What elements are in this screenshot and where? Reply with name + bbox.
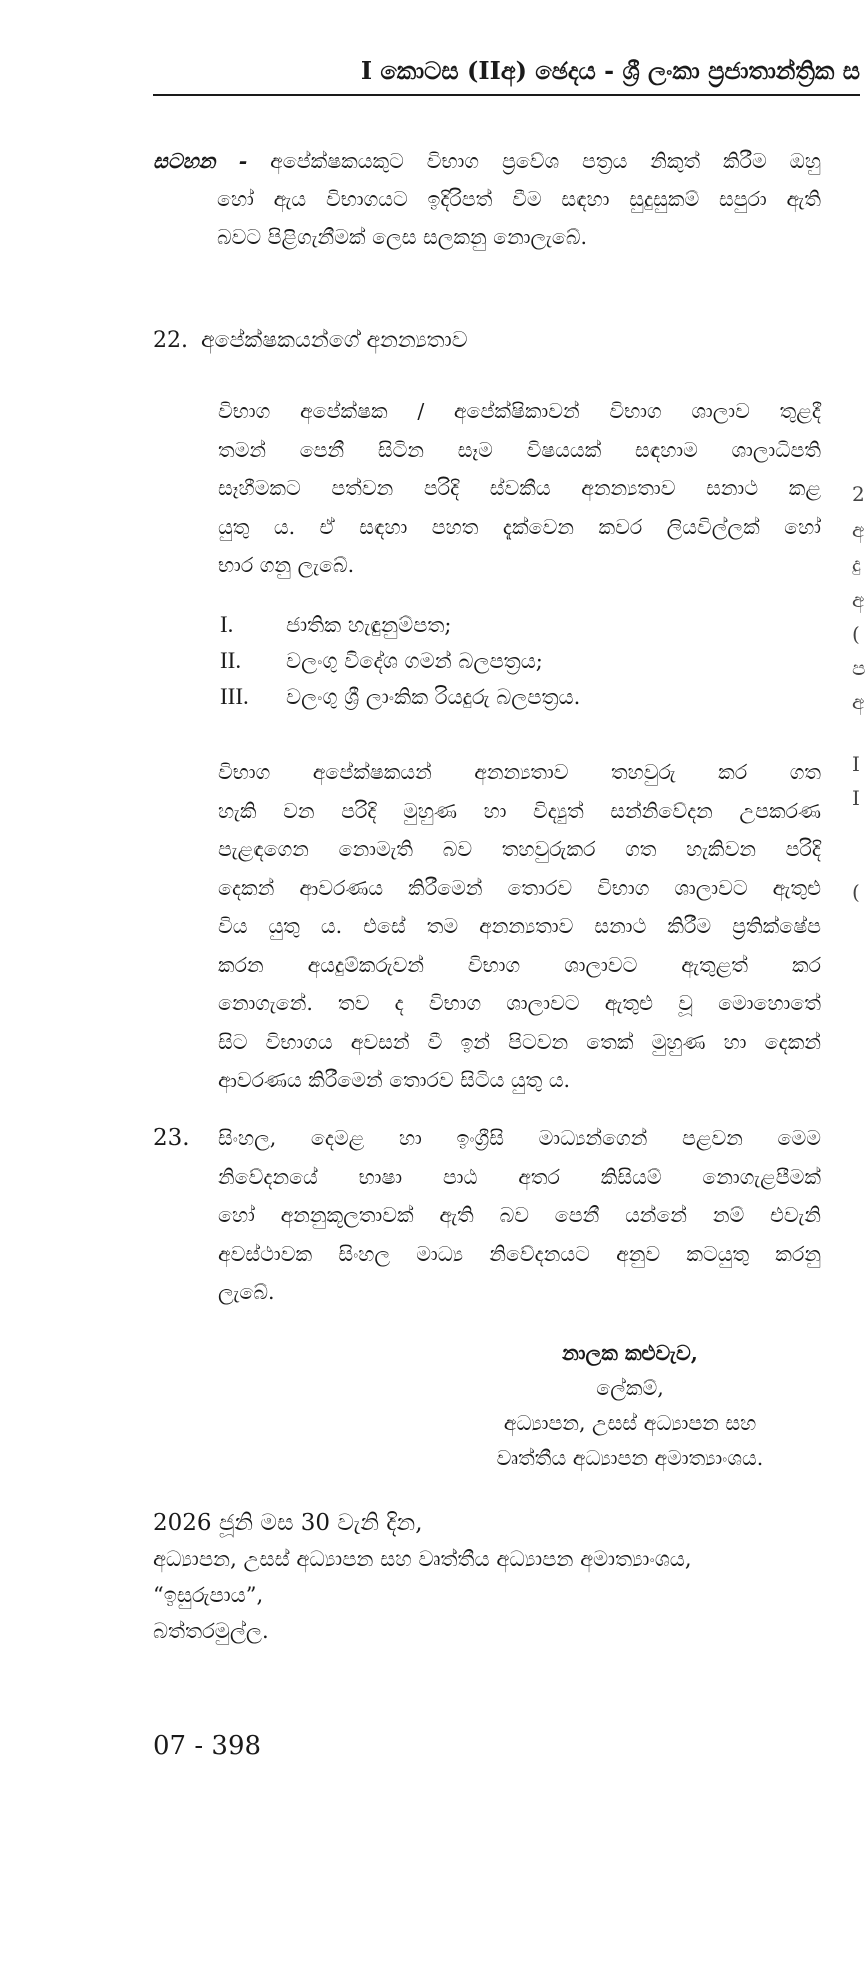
margin-mark: ( bbox=[852, 622, 860, 646]
address-line-3: බත්තරමුල්ල. bbox=[153, 1619, 269, 1643]
signatory-title: ලේකම්, bbox=[596, 1376, 664, 1400]
margin-mark: අ bbox=[852, 690, 865, 714]
header-rule bbox=[153, 94, 860, 96]
margin-mark: ප bbox=[852, 656, 866, 680]
address-line-1: අධ්‍යාපන, උසස් අධ්‍යාපන සහ වෘත්තීය අධ්‍යාපන අමාත්‍යාංශය, bbox=[153, 1547, 692, 1571]
section-22-heading bbox=[153, 325, 468, 357]
margin-mark: I bbox=[852, 752, 860, 776]
section-22-paragraph-2: විභාග අපේක්ෂකයන් අනන්‍යතාව තහවුරු කර ගත හැකි වන පරිදි මුහුණ හා විද්‍යුත් සන්නිවේදන උපකරණ පැළඳගෙන නොමැති බව තහවුරුකර ගත හැකිවන පරිදි දෙකන් ආවරණය කිරීමෙන් තොරව විභාග ශාලාවට ඇතුළු විය යුතු ය. එසේ තම අනන්‍යතාව සනාථ කිරීම ප්‍රතික්ෂේප කරන අයදුම්කරුවන් විභාග ශාලාවට ඇතුළත් කර නොගැනේ. තව ද විභාග ශාලාවට ඇතුළු වූ මොහොතේ සිට විභාගය අවසන් වී ඉන් පිටවන තෙක් මුහුණ හා දෙකන් ආවරණය කිරීමෙන් තොරව සිටිය යුතු ය. bbox=[218, 760, 821, 1092]
issue-date: 2026 ජූනි මස 30 වැනි දින, bbox=[153, 1510, 423, 1536]
note-line-3: බවට පිළිගැනීමක් ලෙස සලකනු නොලැබේ. bbox=[217, 225, 587, 249]
note-line-1: සටහන - අපේක්ෂකයකුට විභාග ප්‍රවේශ පත්‍රය නිකුත් කිරීම ඔහු bbox=[153, 149, 821, 173]
address-block bbox=[153, 1505, 692, 1649]
section-23-number: 23. bbox=[153, 1125, 190, 1151]
signature-block bbox=[460, 1336, 800, 1476]
identity-document-list bbox=[220, 607, 580, 715]
section-22-paragraph-1: විභාග අපේක්ෂක / අපේක්ෂිකාවන් විභාග ශාලාව තුළදී තමන් පෙනී සිටින සෑම විෂයයක් සඳහාම ශාලාධිපති සෑහීමකට පත්වන පරිදි ස්වකීය අනන්‍යතාව සනාථ කළ යුතු ය. ඒ සඳහා පහත දැක්වෙන කවර ලියවිල්ලක් හෝ භාර ගනු ලැබේ. bbox=[218, 399, 821, 577]
ministry-line-1: අධ්‍යාපන, උසස් අධ්‍යාපන සහ bbox=[503, 1411, 757, 1435]
list-item: II. වලංගු විදේශ ගමන් බලපත්‍රය; bbox=[220, 648, 543, 673]
margin-mark: දු bbox=[852, 552, 861, 576]
note-line-2: හෝ ඇය විභාගයට ඉදිරිපත් වීම සඳහා සුදුසුකම් සපුරා ඇති bbox=[217, 187, 821, 211]
margin-mark: අ bbox=[852, 588, 865, 612]
address-line-2: “ඉසුරුපාය”, bbox=[153, 1583, 264, 1607]
section-22-number: 22. bbox=[153, 328, 188, 353]
note-lead: සටහන - bbox=[153, 149, 248, 173]
list-item: III. වලංගු ශ්‍රී ලාංකික රියදුරු බලපත්‍රය. bbox=[220, 684, 581, 709]
margin-mark: 2 bbox=[852, 482, 865, 506]
notice-code: 07 - 398 bbox=[153, 1731, 262, 1761]
ministry-line-2: වෘත්තීය අධ්‍යාපන අමාත්‍යාංශය. bbox=[496, 1446, 764, 1470]
signatory-name: නාලක කළුවැව, bbox=[562, 1341, 698, 1365]
note-block bbox=[153, 142, 821, 256]
section-22-title: අපේක්ෂකයන්ගේ අනන්‍යතාව bbox=[201, 328, 468, 353]
section-23-paragraph: සිංහල, දෙමළ හා ඉංග්‍රීසි මාධ්‍යන්ගෙන් පළවන මෙම නිවේදනයේ භාෂා පාඨ අතර කිසියම් නොගැළපීමක් හෝ අනනුකූලතාවක් ඇති බව පෙනී යන්නේ නම් එවැනි අවස්ථාවක සිංහල මාධ්‍ය නිවේදනයට අනුව කටයුතු කරනු ලැබේ. bbox=[218, 1126, 821, 1304]
list-item: I. ජාතික හැඳුනුම්පත; bbox=[220, 612, 452, 637]
margin-mark: ( bbox=[852, 880, 860, 904]
page-header: I කොටස (IIඅ) ඡෙදය - ශ්‍රී ලංකා ප්‍රජාතාන්ත්‍රික ස bbox=[360, 56, 860, 85]
margin-mark: I bbox=[852, 786, 860, 810]
margin-mark: අ bbox=[852, 518, 865, 542]
